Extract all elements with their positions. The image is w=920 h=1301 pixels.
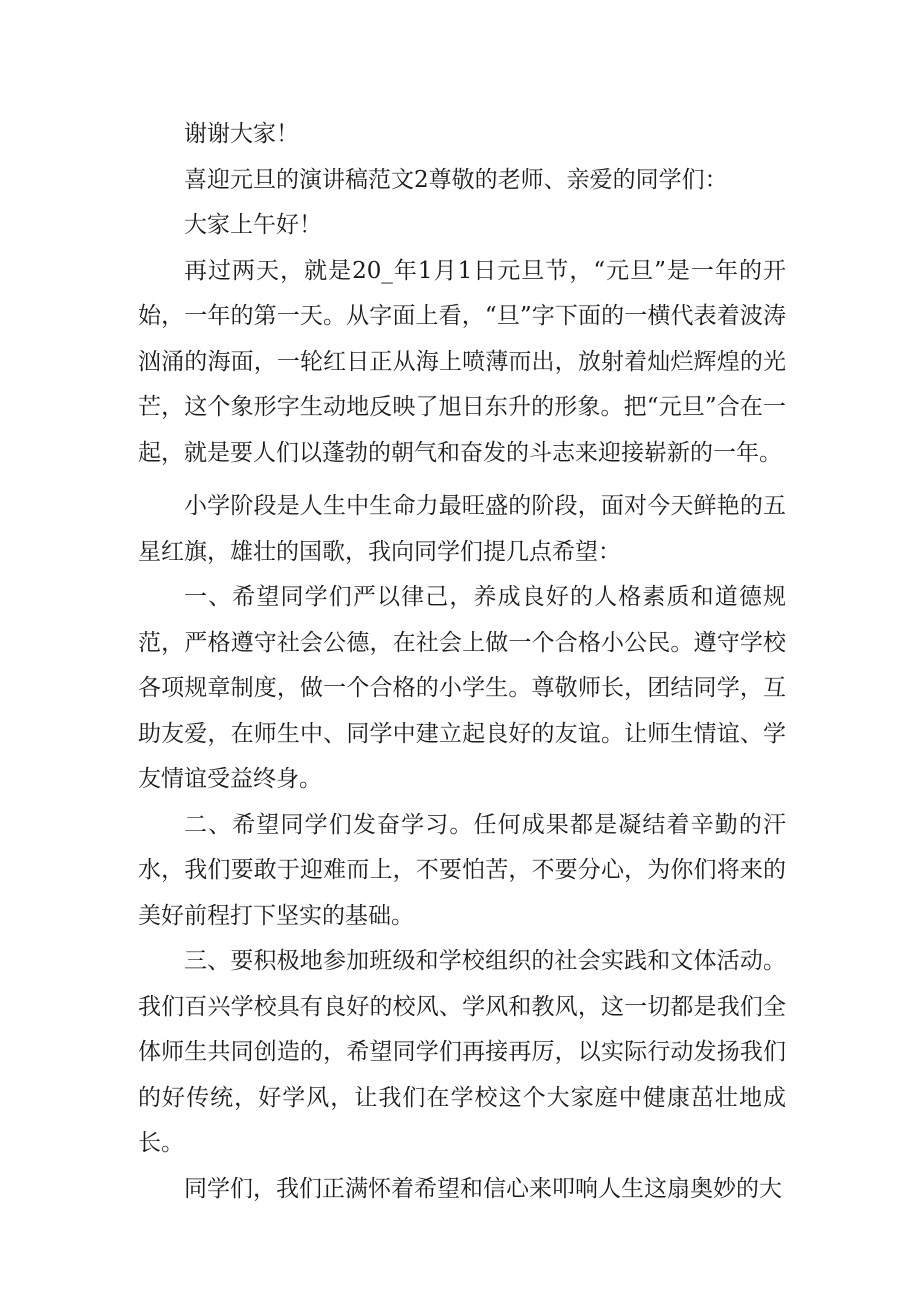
paragraph-speech-title: 喜迎元旦的演讲稿范文2尊敬的老师、亲爱的同学们： <box>184 166 728 193</box>
paragraph-hope-three: 三、要积极地参加班级和学校组织的社会实践和文体活动。我们百兴学校具有良好的校风、学风和教风，这一切都是我们全体师生共同创造的，希望同学们再接再厉，以实际行动发扬我们的好传统，好学风，让我们在学校这个大家庭中健康茁壮地成长。 <box>138 948 786 1156</box>
paragraph-closing: 同学们，我们正满怀着希望和信心来叩响人生这扇奥妙的大 <box>184 1175 782 1202</box>
paragraph-new-year: 再过两天，就是20_年1月1日元旦节，“元旦”是一年的开始，一年的第一天。从字面上看，“旦”字下面的一横代表着波涛汹涌的海面，一轮红日正从海上喷薄而出，放射着灿烂辉煌的光芒，这个象形字生动地反映了旭日东升的形象。把“元旦”合在一起，就是要人们以蓬勃的朝气和奋发的斗志来迎接崭新的一年。 <box>138 257 786 466</box>
paragraph-hope-one: 一、希望同学们严以律己，养成良好的人格素质和道德规范，严格遵守社会公德，在社会上做一个合格小公民。遵守学校各项规章制度，做一个合格的小学生。尊敬师长，团结同学，互助友爱，在师生中、同学中建立起良好的友谊。让师生情谊、学友情谊受益终身。 <box>138 584 786 792</box>
paragraph-greeting: 大家上午好！ <box>184 212 322 238</box>
paragraph-thanks: 谢谢大家！ <box>184 121 299 147</box>
paragraph-primary-school: 小学阶段是人生中生命力最旺盛的阶段，面对今天鲜艳的五星红旗，雄壮的国歌，我向同学们提几点希望： <box>138 493 786 565</box>
paragraph-hope-two: 二、希望同学们发奋学习。任何成果都是凝结着辛勤的汗水，我们要敢于迎难而上，不要怕苦，不要分心，为你们将来的美好前程打下坚实的基础。 <box>138 811 786 929</box>
speech-text <box>138 112 786 1212</box>
